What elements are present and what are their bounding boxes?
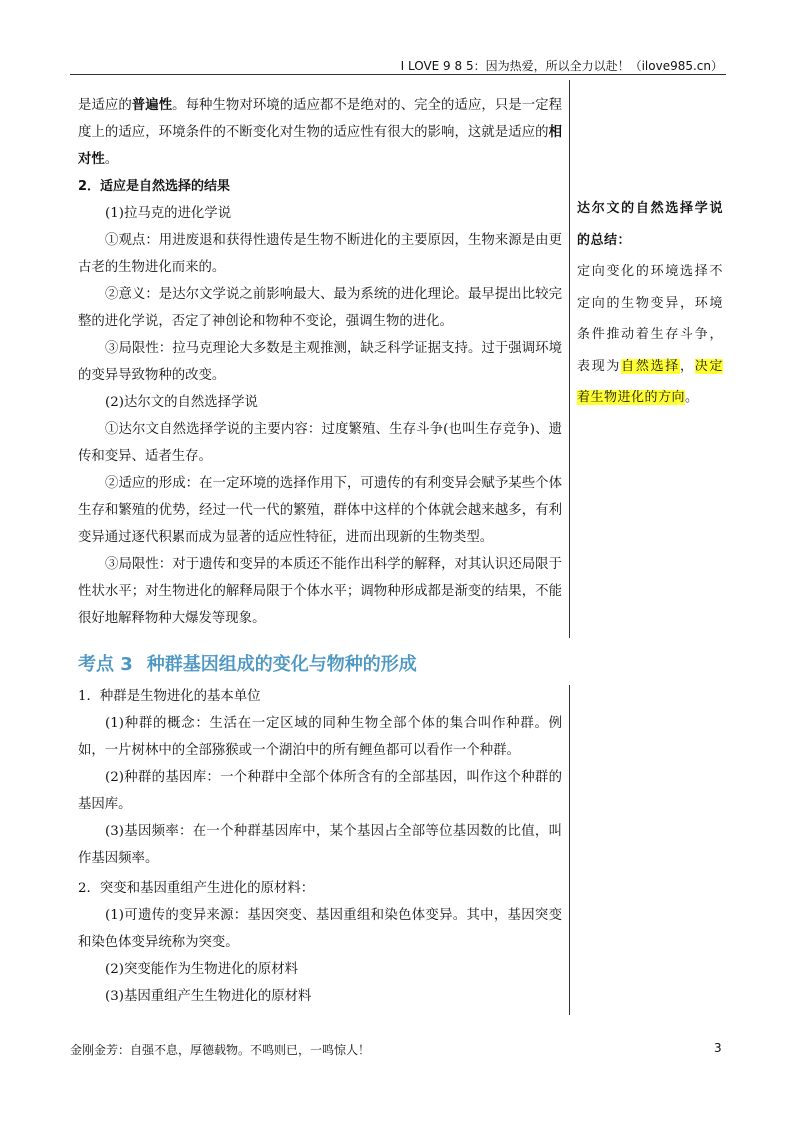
footer-motto: 金刚金芳：自强不息，厚德载物。不鸣则已，一鸣惊人！ — [70, 1043, 371, 1057]
header-rule — [70, 74, 726, 75]
highlight-natural-selection: 自然选择 — [621, 358, 681, 374]
mutation-raw-material: (2)突变能作为生物进化的原材料 — [105, 962, 299, 977]
header-text: I LOVE 9 8 5：因为热爱，所以全力以赴！（ilove985.cn） — [400, 59, 723, 73]
content-block-population — [78, 683, 562, 1010]
gene-frequency: (3)基因频率：在一个种群基因库中，某个基因占全部等位基因数的比值，叫作基因频率。 — [78, 824, 562, 866]
paragraph-adaptation: 是适应的普遍性。每种生物对环境的适应都不是绝对的、完全的适应，只是一定程度上的适应，环境条件的不断变化对生物的适应性有很大的影响，这就是适应的相对性。 — [78, 98, 563, 167]
sidebar-title: 达尔文的自然选择学说的总结： — [577, 201, 723, 248]
lamarck-point-1: ①观点：用进废退和获得性遗传是生物不断进化的主要原因，生物来源是由更古老的生物进化而来的。 — [78, 233, 562, 275]
page-number: 3 — [714, 1041, 722, 1055]
sidebar-note — [577, 193, 723, 414]
population-concept: (1)种群的概念：生活在一定区域的同种生物全部个体的集合叫作种群。例如，一片树林中的全部猕猴或一个湖泊中的所有鲤鱼都可以看作一个种群。 — [78, 716, 562, 758]
darwin-title: (2)达尔文的自然选择学说 — [105, 395, 258, 410]
heading-population-unit: 1．种群是生物进化的基本单位 — [78, 689, 261, 704]
darwin-point-2: ②适应的形成：在一定环境的选择作用下，可遗传的有利变异会赋予某些个体生存和繁殖的优势，经过一代一代的繁殖，群体中这样的个体就会越来越多，有利变异通过逐代积累而成为显著的适应性特征，进而出现新的生物类型。 — [78, 476, 562, 545]
heading-raw-materials: 2．突变和基因重组产生进化的原材料： — [78, 881, 315, 896]
lamarck-point-2: ②意义：是达尔文学说之前影响最大、最为系统的进化理论。最早提出比较完整的进化学说，否定了神创论和物种不变论，强调生物的进化。 — [78, 287, 562, 329]
margin-divider-top — [569, 80, 570, 638]
recombination-raw-material: (3)基因重组产生生物进化的原材料 — [105, 989, 312, 1004]
section-heading: 种群基因组成的变化与物种的形成 — [146, 654, 417, 675]
sidebar-body: 定向变化的环境选择不定向的生物变异，环境条件推动着生存斗争，表现为自然选择，决定着生物进化的方向。 — [577, 264, 723, 405]
highlight-evolution-direction: 决定着生物进化的方向 — [577, 358, 723, 405]
variation-sources: (1)可遗传的变异来源：基因突变、基因重组和染色体变异。其中，基因突变和染色体变异统称为突变。 — [78, 908, 562, 950]
keyword-universality: 普遍性 — [131, 98, 173, 113]
keyword-relativity: 相对性 — [78, 125, 562, 167]
section-title — [78, 650, 417, 676]
margin-divider-bottom — [569, 685, 570, 1015]
lamarck-point-3: ③局限性：拉马克理论大多数是主观推测，缺乏科学证据支持。过于强调环境的变异导致物种的改变。 — [78, 341, 562, 383]
heading-natural-selection: 2．适应是自然选择的结果 — [78, 179, 231, 194]
lamarck-title: (1)拉马克的进化学说 — [105, 206, 232, 221]
darwin-point-3: ③局限性：对于遗传和变异的本质还不能作出科学的解释，对其认识还局限于性状水平；对生物进化的解释局限于个体水平；调物种形成都是渐变的结果，不能很好地解释物种大爆发等现象。 — [78, 557, 562, 626]
gene-pool: (2)种群的基因库：一个种群中全部个体所含有的全部基因，叫作这个种群的基因库。 — [78, 770, 562, 812]
content-block-adaptation — [78, 92, 562, 632]
darwin-point-1: ①达尔文自然选择学说的主要内容：过度繁殖、生存斗争(也叫生存竞争)、遗传和变异、适者生存。 — [78, 422, 562, 464]
section-number: 考点 3 — [78, 654, 133, 675]
